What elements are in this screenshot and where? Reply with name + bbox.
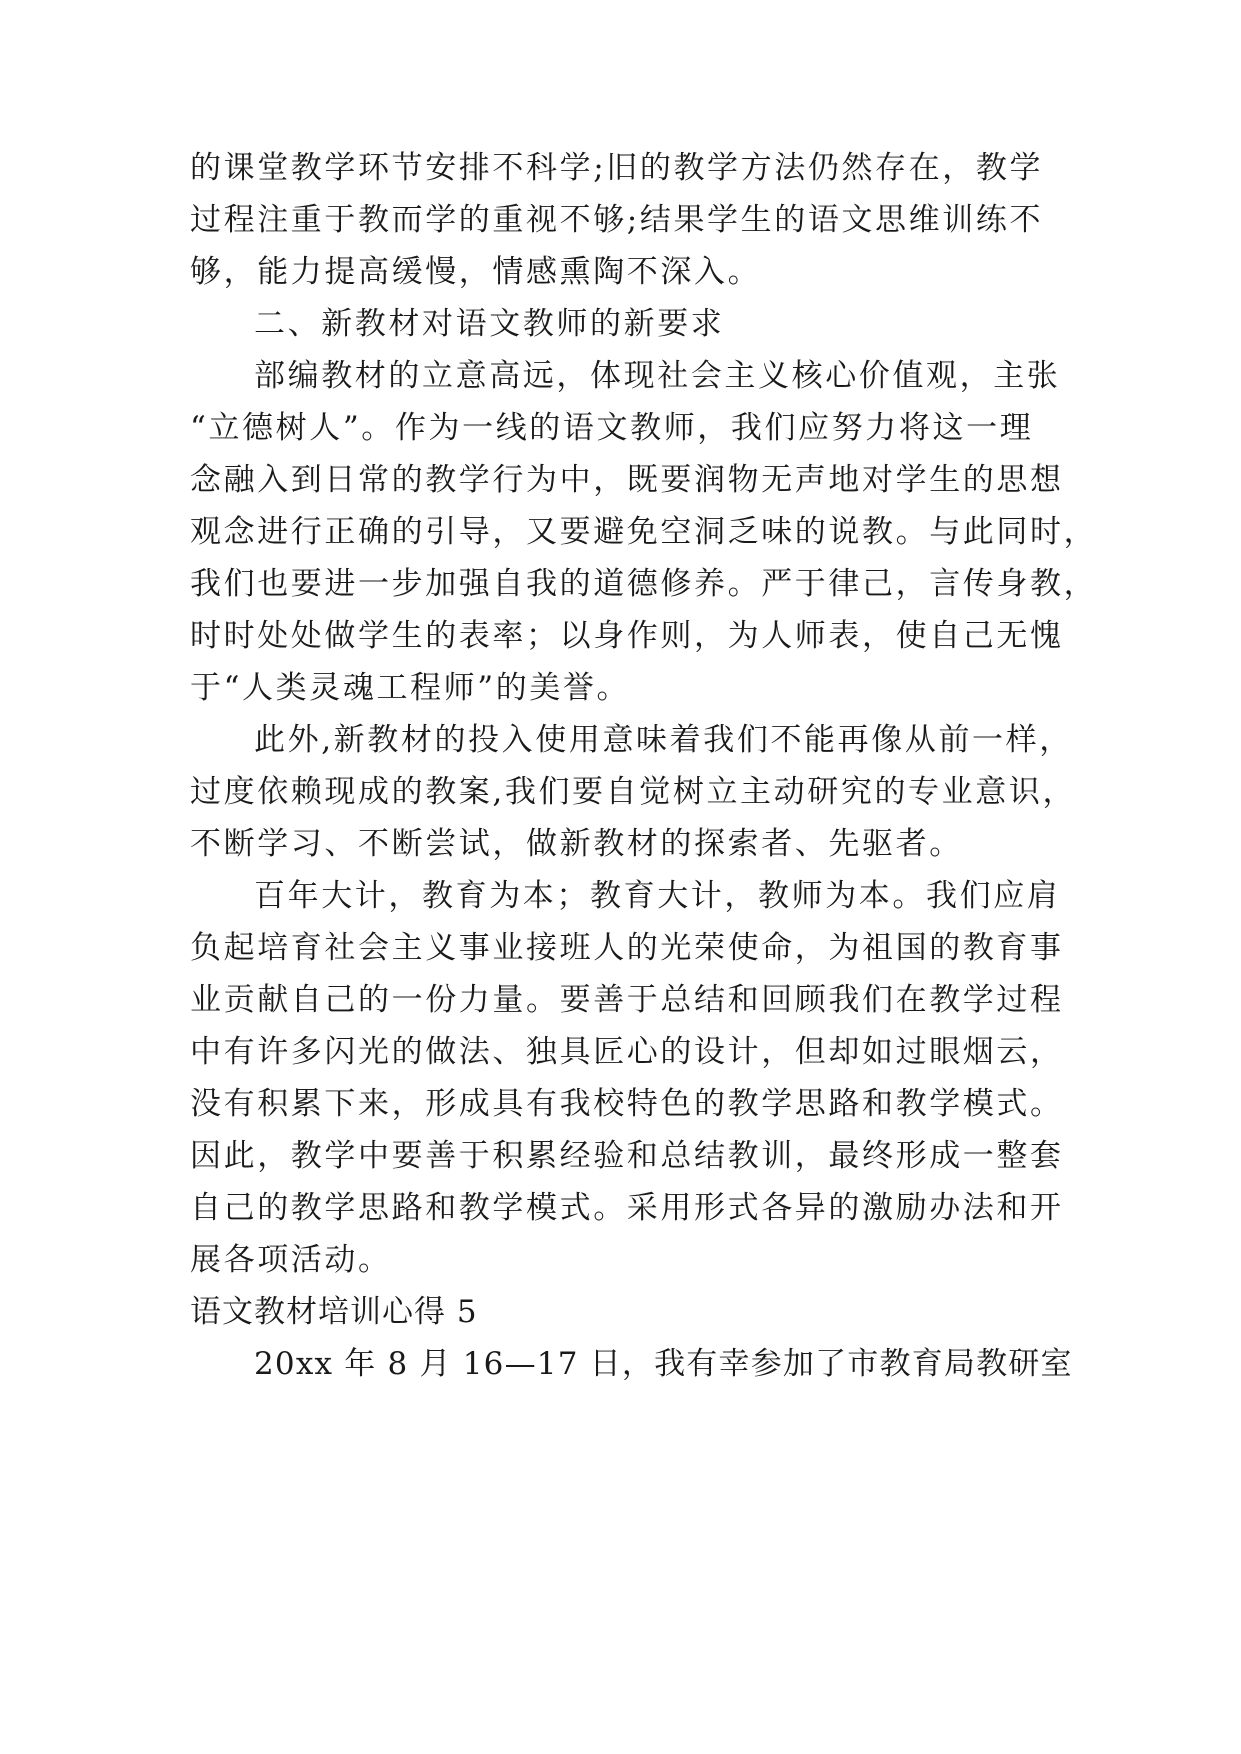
text-line-11: 于“人类灵魂工程师”的美誉。 xyxy=(190,670,631,706)
text-line-9: 我们也要进一步加强自我的道德修养。严于律己，言传身教， xyxy=(190,566,1098,602)
text-line-2: 过程注重于教而学的重视不够;结果学生的语文思维训练不 xyxy=(190,202,1044,238)
section-heading: 二、新教材对语文教师的新要求 xyxy=(254,306,725,342)
article-title: 语文教材培训心得 5 xyxy=(190,1294,478,1330)
text-line-16: 负起培育社会主义事业接班人的光荣使命，为祖国的教育事 xyxy=(190,930,1064,966)
text-line-20: 因此，教学中要善于积累经验和总结教训，最终形成一整套 xyxy=(190,1138,1064,1174)
text-line-8: 观念进行正确的引导，又要避免空洞乏味的说教。与此同时， xyxy=(190,514,1098,550)
text-line-18: 中有许多闪光的做法、独具匠心的设计，但却如过眼烟云， xyxy=(190,1034,1064,1070)
text-line-5: 部编教材的立意高远，体现社会主义核心价值观，主张 xyxy=(254,358,1061,394)
text-line-10: 时时处处做学生的表率；以身作则，为人师表，使自己无愧 xyxy=(190,618,1064,654)
text-line-24: 20xx 年 8 月 16—17 日，我有幸参加了市教育局教研室 xyxy=(254,1346,1073,1382)
text-line-21: 自己的教学思路和教学模式。采用形式各异的激励办法和开 xyxy=(190,1190,1064,1226)
text-line-19: 没有积累下来，形成具有我校特色的教学思路和教学模式。 xyxy=(190,1086,1064,1122)
text-line-22: 展各项活动。 xyxy=(190,1242,392,1278)
text-line-1: 的课堂教学环节安排不科学;旧的教学方法仍然存在，教学 xyxy=(190,150,1044,186)
text-line-13: 过度依赖现成的教案,我们要自觉树立主动研究的专业意识， xyxy=(190,774,1077,810)
text-line-6: “立德树人”。作为一线的语文教师，我们应努力将这一理 xyxy=(190,410,1034,446)
text-line-17: 业贡献自己的一份力量。要善于总结和回顾我们在教学过程 xyxy=(190,982,1064,1018)
text-line-7: 念融入到日常的教学行为中，既要润物无声地对学生的思想 xyxy=(190,462,1064,498)
text-line-12: 此外,新教材的投入使用意味着我们不能再像从前一样， xyxy=(254,722,1073,758)
text-line-15: 百年大计，教育为本；教育大计，教师为本。我们应肩 xyxy=(254,878,1061,914)
text-line-14: 不断学习、不断尝试，做新教材的探索者、先驱者。 xyxy=(190,826,963,862)
text-line-3: 够，能力提高缓慢，情感熏陶不深入。 xyxy=(190,254,762,290)
